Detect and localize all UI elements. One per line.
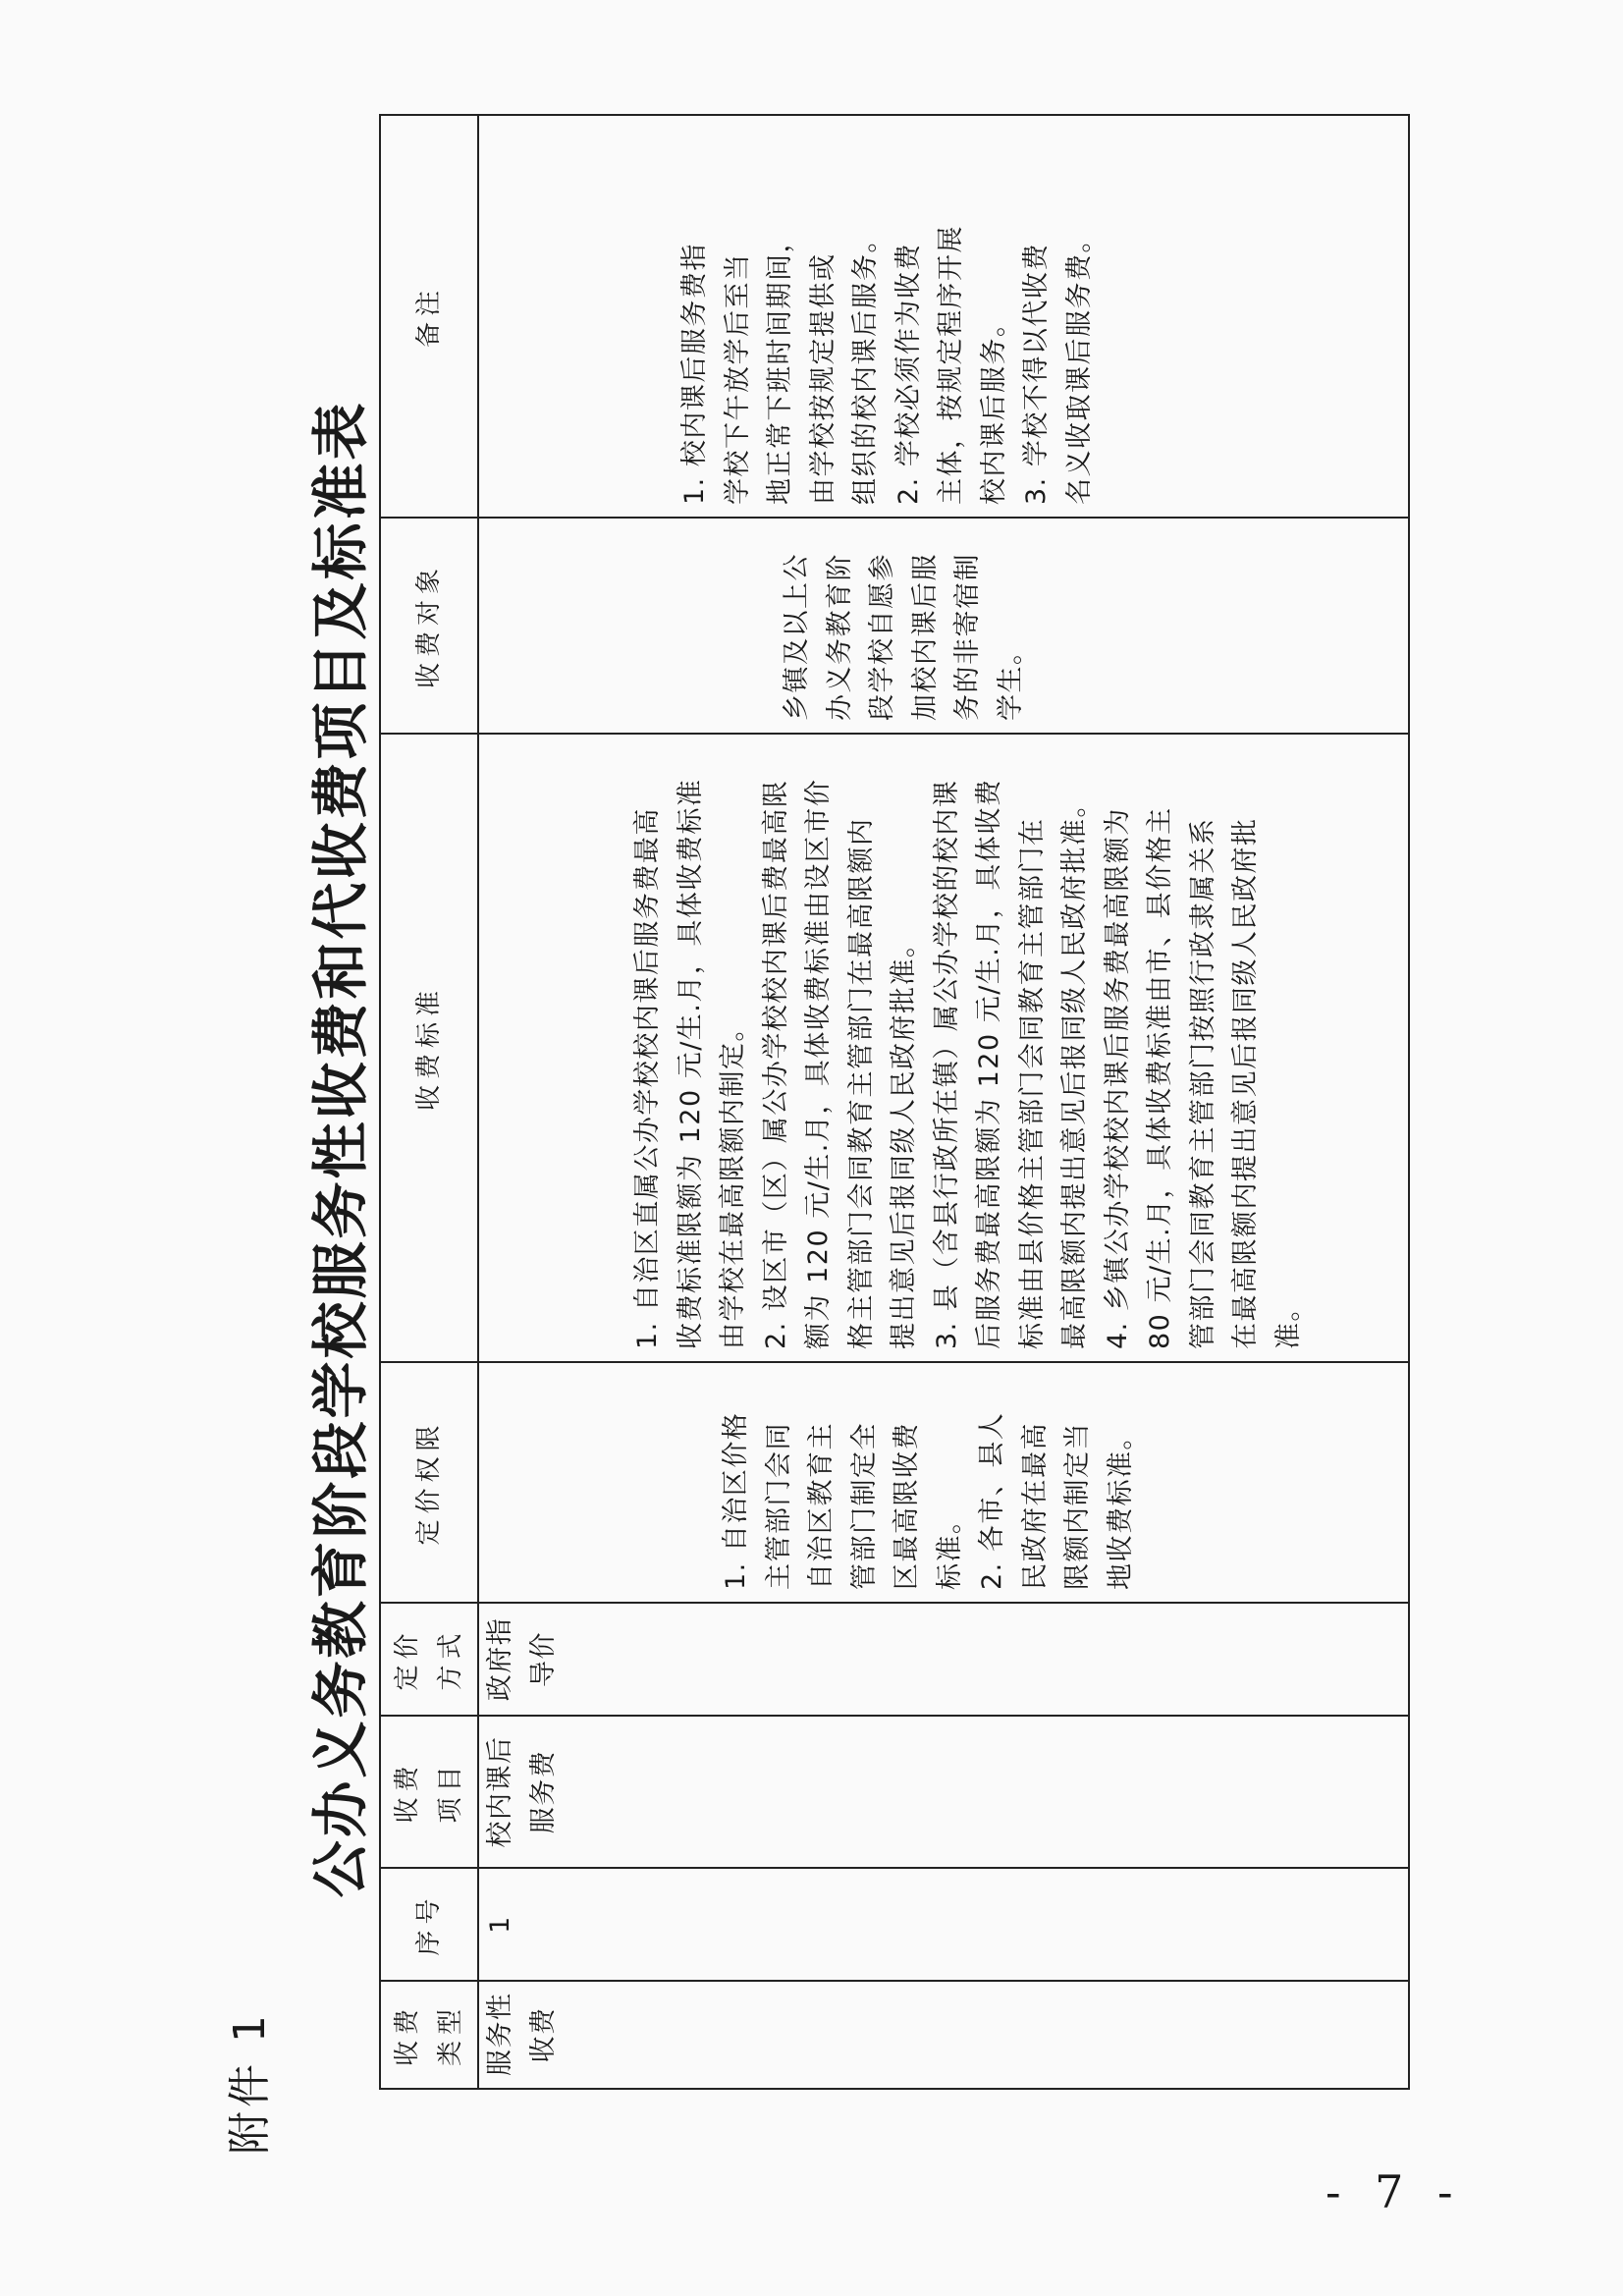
table-row <box>478 115 1409 2089</box>
header-standard: 收费标准 <box>380 734 478 1362</box>
header-item: 收费 项目 <box>380 1716 478 1868</box>
header-authority: 定价权限 <box>380 1362 478 1603</box>
cell-object: 乡镇及以上公 办义务教育阶 段学校自愿参 加校内课后服 务的非寄宿制 学生。 <box>478 518 1409 734</box>
page-number: - 7 - <box>1325 2165 1463 2218</box>
header-object: 收费对象 <box>380 518 478 734</box>
header-category: 收费 类型 <box>380 1981 478 2089</box>
cell-no: 1 <box>478 1868 1409 1981</box>
cell-mode: 政府指 导价 <box>478 1603 1409 1716</box>
header-no: 序号 <box>380 1868 478 1981</box>
cell-category: 服务性 收费 <box>478 1981 1409 2089</box>
header-mode: 定价 方式 <box>380 1603 478 1716</box>
cell-standard: 1. 自治区直属公办学校校内课后服务费最高 收费标准限额为 120 元/生.月，具体收费标准 由学校在最高限额内制定。 2. 设区市（区）属公办学校校内课后费最高限 额为 120 元/生.月，具体收费标准由设区市价 格主管部门会同教育主管部门在最高限额内 提出意见后报同级人民政府批准。 3. 县（含县行政所在镇）属公办学校的校内课 后服务费最高限额为 120 元/生.月，具体收费 标准由县价格主管部门会同教育主管部门在 最高限额内提出意见后报同级人民政府批准。 4. 乡镇公办学校校内课后服务费最高限额为 80 元/生.月，具体收费标准由市、县价格主 管部门会同教育主管部门按照行政隶属关系 在最高限额内提出意见后报同级人民政府批 准。 <box>478 734 1409 1362</box>
document-title: 公办义务教育阶段学校服务性收费和代收费项目及标准表 <box>307 400 374 1898</box>
cell-item: 校内课后 服务费 <box>478 1716 1409 1868</box>
cell-authority: 1. 自治区价格 主管部门会同 自治区教育主 管部门制定全 区最高限收费 标准。 2. 各市、县人 民政府在最高 限额内制定当 地收费标准。 <box>478 1362 1409 1603</box>
table-header-row <box>380 115 478 2089</box>
fee-standard-table <box>379 114 1410 2090</box>
rotated-landscape-content <box>196 128 1316 2170</box>
annex-label: 附件 1 <box>225 2011 275 2155</box>
header-remarks: 备注 <box>380 115 478 518</box>
cell-remarks: 1. 校内课后服务费指 学校下午放学后至当 地正常下班时间期间， 由学校按规定提供或 组织的校内课后服务。 2. 学校必须作为收费 主体，按规定程序开展 校内课后服务。 3. 学校不得以代收费 名义收取课后服务费。 <box>478 115 1409 518</box>
